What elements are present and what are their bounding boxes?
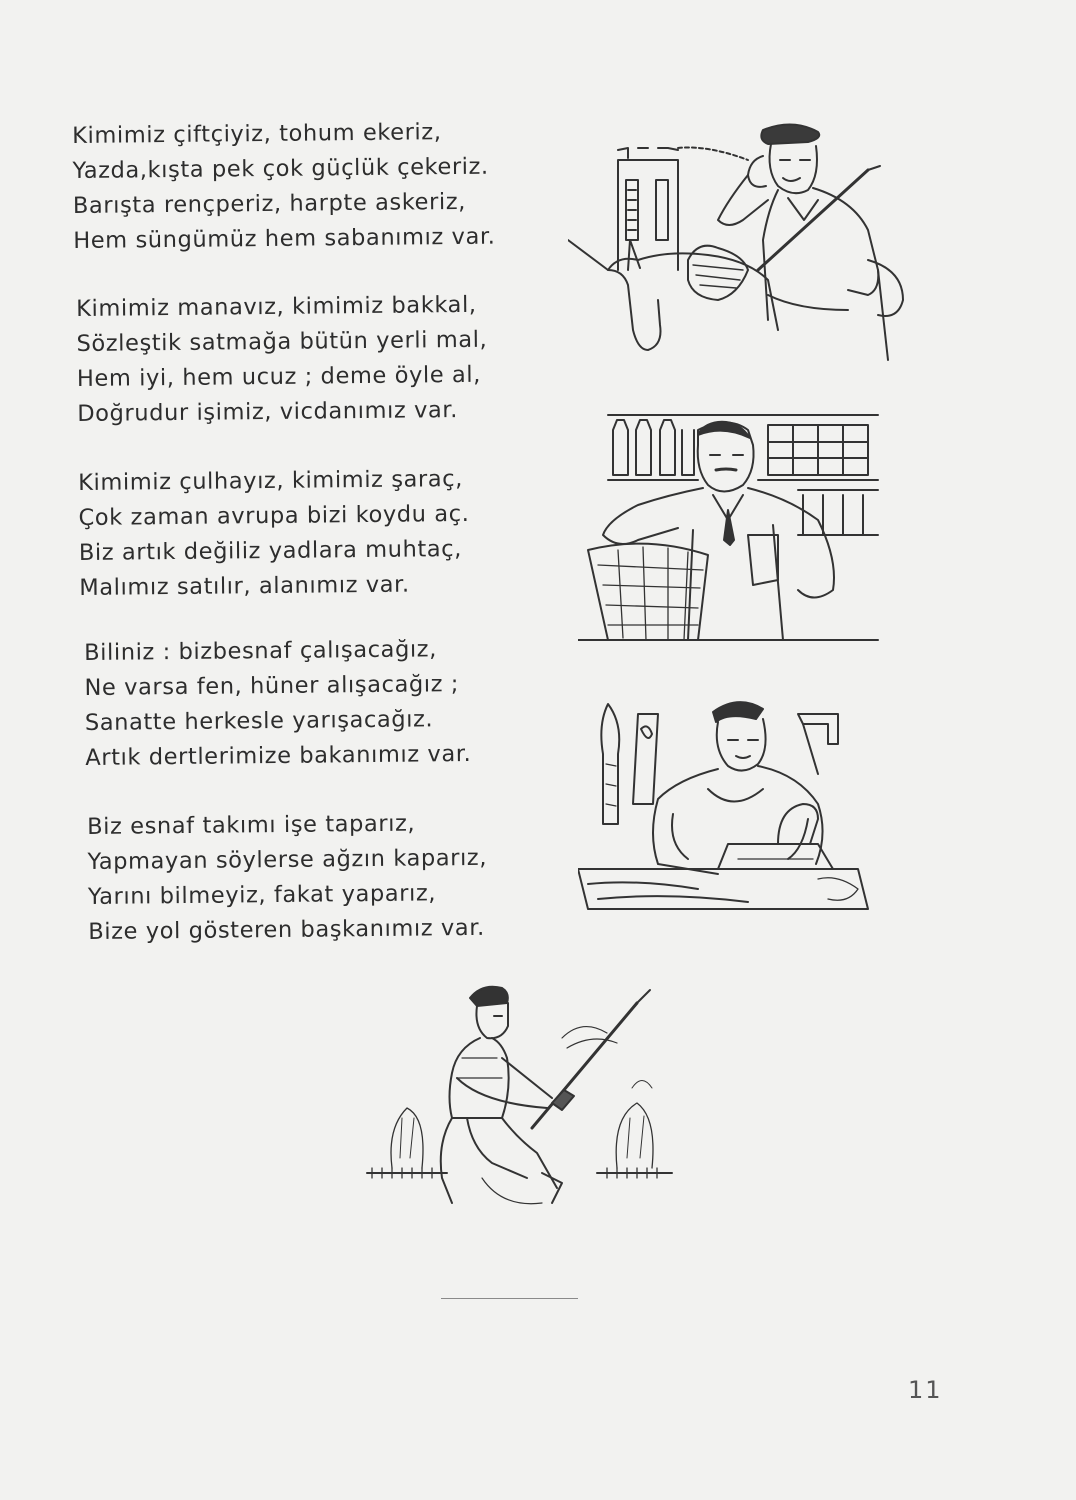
farmer-with-donkey-illustration: [568, 120, 908, 380]
stanza-3: [78, 462, 470, 606]
poem-line: Kimimiz çulhayız, kimimiz şaraç,: [78, 465, 464, 496]
divider-rule: [441, 1298, 578, 1299]
poem-line: Hem süngümüz hem sabanımız var.: [73, 223, 496, 254]
page-number: 11: [908, 1376, 943, 1404]
poem-line: Çok zaman avrupa bizi koydu aç.: [78, 500, 470, 531]
poem-line: Malımız satılır, alanımız var.: [79, 571, 410, 601]
poem-line: Bize yol gösteren başkanımız var.: [88, 914, 485, 945]
soldier-with-rifle-illustration: [352, 978, 692, 1218]
grocer-illustration: [578, 410, 888, 650]
poem-line: Doğrudur işimiz, vicdanımız var.: [77, 397, 459, 427]
poem-line: Kimimiz çiftçiyiz, tohum ekeriz,: [72, 119, 442, 149]
stanza-1: [72, 115, 496, 259]
poem-line: Sözleştik satmağa bütün yerli mal,: [76, 326, 488, 357]
poem-line: Biz artık değiliz yadlara muhtaç,: [78, 535, 463, 566]
stanza-2: [76, 288, 488, 432]
poem-line: Ne varsa fen, hüner alışacağız ;: [84, 671, 460, 701]
poem-line: Biz esnaf takımı işe taparız,: [87, 810, 416, 840]
stanza-4: [84, 632, 471, 776]
poem-line: Sanatte herkesle yarışacağız.: [84, 706, 434, 736]
poem-line: Yapmayan söylerse ağzın kaparız,: [87, 844, 488, 875]
poem-line: Yarını bilmeyiz, fakat yaparız,: [87, 880, 437, 910]
poem-line: Yazda,kışta pek çok güçlük çekeriz.: [72, 153, 489, 184]
poem-line: Barışta rençperiz, harpte askeriz,: [72, 188, 467, 219]
stanza-5: [87, 806, 488, 950]
poem-line: Biliniz : bizbesnaf çalışacağız,: [84, 636, 438, 666]
poem-line: Artık dertlerimize bakanımız var.: [85, 740, 472, 771]
carpenter-illustration: [578, 694, 878, 934]
poem-line: Hem iyi, hem ucuz ; deme öyle al,: [76, 361, 482, 392]
poem-line: Kimimiz manavız, kimimiz bakkal,: [76, 291, 477, 322]
